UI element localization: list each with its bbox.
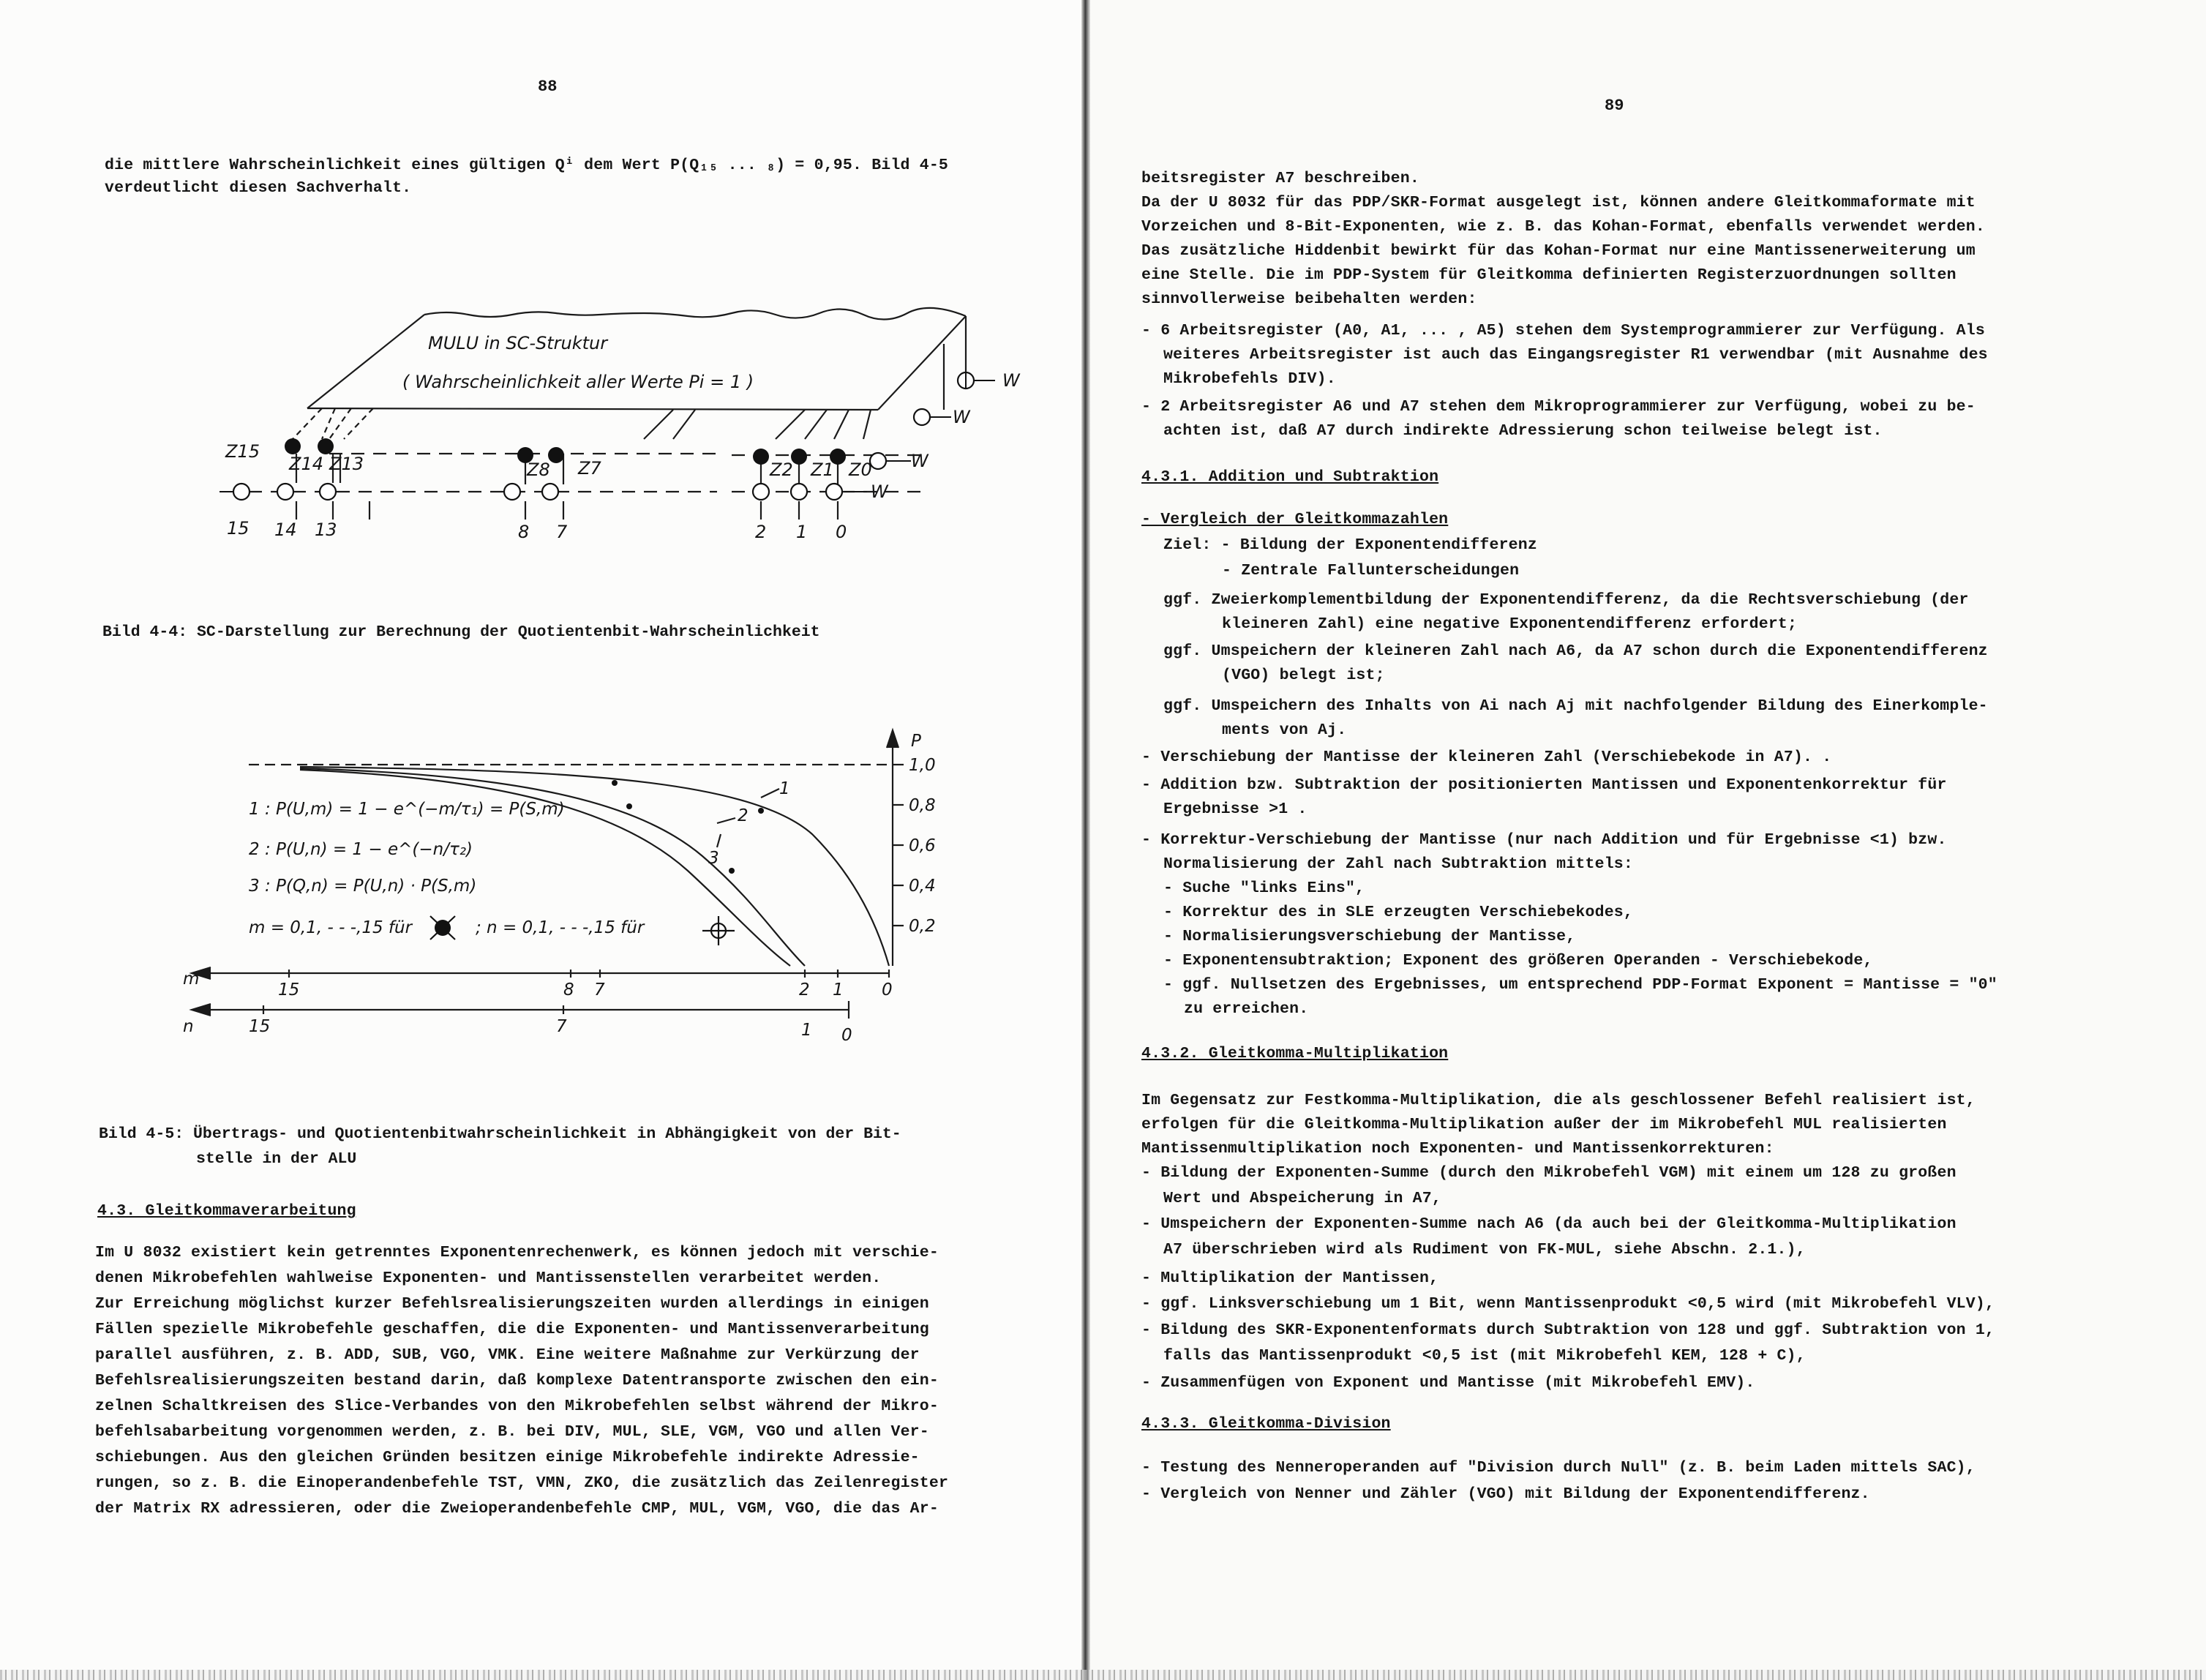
body-line: zelnen Schaltkreisen des Slice-Verbandes von den Mikrobefehlen selbst während der Mikro- <box>95 1398 939 1415</box>
body-line: ggf. Umspeichern der kleineren Zahl nach A6, da A7 schon durch die Exponentendifferenz <box>1163 642 1988 660</box>
n-tick: 7 <box>556 1017 567 1036</box>
body-line: - Multiplikation der Mantissen, <box>1141 1270 1439 1287</box>
body-line: Fällen spezielle Mikrobefehle geschaffen, die die Exponenten- und Mantissenverarbeitung <box>95 1321 929 1338</box>
body-line: schiebungen. Aus den gleichen Gründen besitzen einige Mikrobefehle indirekte Adressie- <box>95 1449 920 1466</box>
body-line: - Bildung des SKR-Exponentenformats durch Subtraktion von 128 und ggf. Subtraktion von 1, <box>1141 1321 1995 1339</box>
body-line: - Korrektur-Verschiebung der Mantisse (nur nach Addition und für Ergebnisse <1) bzw. <box>1141 831 1947 849</box>
z-label: Z13 <box>329 454 364 474</box>
body-line: parallel ausführen, z. B. ADD, SUB, VGO, VMK. Eine weitere Maßnahme zur Verkürzung der <box>95 1346 920 1364</box>
body-line: weiteres Arbeitsregister ist auch das Eingangsregister R1 verwendbar (mit Ausnahme des <box>1163 346 1988 364</box>
body-line: Vorzeichen und 8-Bit-Exponenten, wie z. B. das Kohan-Format, ebenfalls verwendet werden. <box>1141 218 1985 236</box>
plane-title: MULU in SC-Struktur <box>428 333 608 353</box>
bit-label: 13 <box>315 520 337 540</box>
m-axis-label: m <box>183 970 200 989</box>
section-heading: 4.3. Gleitkommaverarbeitung <box>97 1202 356 1220</box>
right-page <box>1090 0 2206 1680</box>
m-tick: 15 <box>278 980 300 1000</box>
z-label: Z14 <box>289 454 323 474</box>
curve-label: 1 <box>779 779 790 798</box>
body-line: beitsregister A7 beschreiben. <box>1141 170 1419 187</box>
n-tick: 15 <box>249 1017 271 1036</box>
body-line: achten ist, daß A7 durch indirekte Adressierung schon teilweise belegt ist. <box>1163 422 1883 440</box>
intro-line: verdeutlicht diesen Sachverhalt. <box>105 179 412 197</box>
body-line: - ggf. Nullsetzen des Ergebnisses, um entsprechend PDP-Format Exponent = Mantisse = "0" <box>1163 976 1997 994</box>
body-line: - ggf. Linksverschiebung um 1 Bit, wenn Mantissenprodukt <0,5 wird (mit Mikrobefehl VLV), <box>1141 1295 1995 1313</box>
body-line: - Vergleich der Gleitkommazahlen <box>1141 511 1449 528</box>
legend-m: m = 0,1, - - -,15 für <box>249 918 413 937</box>
body-line: rungen, so z. B. die Einoperandenbefehle TST, VMN, ZKO, die zusätzlich das Zeilenregister <box>95 1474 949 1492</box>
body-line: - Suche "links Eins", <box>1163 880 1365 897</box>
body-line: sinnvollerweise beibehalten werden: <box>1141 290 1477 308</box>
w-label: W <box>953 407 970 427</box>
p-tick: 0,4 <box>909 877 936 896</box>
z-label: Z8 <box>527 460 550 480</box>
m-tick: 0 <box>882 980 893 1000</box>
figure-4-4-caption: Bild 4-4: SC-Darstellung zur Berechnung der Quotientenbit-Wahrscheinlichkeit <box>102 623 820 641</box>
body-line: - Korrektur des in SLE erzeugten Verschiebekodes, <box>1163 904 1634 921</box>
body-line: - Addition bzw. Subtraktion der positionierten Mantissen und Exponentenkorrektur für <box>1141 776 1947 794</box>
p-tick: 0,8 <box>909 796 936 815</box>
body-line: - Normalisierungsverschiebung der Mantisse, <box>1163 928 1576 945</box>
body-line: - Verschiebung der Mantisse der kleineren Zahl (Verschiebekode in A7). . <box>1141 749 1832 766</box>
body-line: Wert und Abspeicherung in A7, <box>1163 1190 1441 1207</box>
z-label: Z0 <box>849 460 872 480</box>
body-line: - Zusammenfügen von Exponent und Mantisse (mit Mikrobefehl EMV). <box>1141 1374 1755 1392</box>
m-tick: 2 <box>799 980 810 1000</box>
section-heading: 4.3.3. Gleitkomma-Division <box>1141 1415 1391 1433</box>
body-line: befehlsabarbeitung vorgenommen werden, z. B. bei DIV, MUL, SLE, VGM, VGO und allen Ver- <box>95 1423 929 1441</box>
body-line: ments von Aj. <box>1222 721 1347 739</box>
m-tick: 7 <box>594 980 605 1000</box>
formula-3: 3 : P(Q,n) = P(U,n) · P(S,m) <box>249 877 477 896</box>
body-line: zu erreichen. <box>1184 1000 1309 1018</box>
body-line: Da der U 8032 für das PDP/SKR-Format ausgelegt ist, können andere Gleitkommaformate mit <box>1141 194 1976 211</box>
bit-label: 7 <box>556 522 568 542</box>
n-axis-label: n <box>183 1017 194 1036</box>
page-number: 88 <box>538 78 558 96</box>
body-line: Befehlsrealisierungszeiten bestand darin, daß komplexe Datentransporte zwischen den ein- <box>95 1372 939 1390</box>
p-tick: 0,6 <box>909 836 936 855</box>
z-label: Z7 <box>578 458 601 479</box>
legend-n: ; n = 0,1, - - -,15 für <box>476 918 645 937</box>
body-line: Mantissenmultiplikation noch Exponenten- und Mantissenkorrekturen: <box>1141 1140 1774 1158</box>
figure-4-5-probability-chart <box>176 724 980 1054</box>
body-line: - Zentrale Fallunterscheidungen <box>1222 562 1520 580</box>
section-heading: 4.3.1. Addition und Subtraktion <box>1141 468 1439 486</box>
plane-subtitle: ( Wahrscheinlichkeit aller Werte Pi = 1 ) <box>402 372 754 392</box>
body-line: Im Gegensatz zur Festkomma-Multiplikation, die als geschlossener Befehl realisiert ist, <box>1141 1092 1976 1109</box>
body-line: - 2 Arbeitsregister A6 und A7 stehen dem Mikroprogrammierer zur Verfügung, wobei zu be- <box>1141 398 1976 416</box>
w-label: W <box>911 451 928 471</box>
body-line: - Vergleich von Nenner und Zähler (VGO) mit Bildung der Exponentendifferenz. <box>1141 1485 1870 1503</box>
body-line: Das zusätzliche Hiddenbit bewirkt für das Kohan-Format nur eine Mantissenerweiterung um <box>1141 242 1976 260</box>
curve-label: 2 <box>738 806 749 825</box>
w-label: W <box>871 481 888 502</box>
bit-label: 15 <box>227 518 250 539</box>
figure-4-5-caption-line: stelle in der ALU <box>196 1150 357 1168</box>
bit-label: 14 <box>274 520 297 540</box>
body-line: Zur Erreichung möglichst kurzer Befehlsrealisierungszeiten wurden allerdings in einigen <box>95 1295 929 1313</box>
p-tick: 1,0 <box>909 756 936 775</box>
figure-4-4-sc-diagram <box>205 300 1032 563</box>
body-line: Ergebnisse >1 . <box>1163 800 1308 818</box>
bit-label: 1 <box>796 522 808 542</box>
body-line: - Umspeichern der Exponenten-Summe nach A6 (da auch bei der Gleitkomma-Multiplikation <box>1141 1215 1956 1233</box>
body-line: der Matrix RX adressieren, oder die Zweioperandenbefehle CMP, MUL, VGM, VGO, die das Ar- <box>95 1500 939 1518</box>
body-line: - Testung des Nenneroperanden auf "Division durch Null" (z. B. beim Laden mittels SAC), <box>1141 1459 1976 1477</box>
bit-label: 2 <box>755 522 767 542</box>
body-line: ggf. Umspeichern des Inhalts von Ai nach Aj mit nachfolgender Bildung des Einerkomple- <box>1163 697 1988 715</box>
body-line: - Exponentensubtraktion; Exponent des größeren Operanden - Verschiebekode, <box>1163 952 1873 970</box>
z-label: Z1 <box>811 460 834 480</box>
formula-2: 2 : P(U,n) = 1 − e^(−n/τ₂) <box>249 840 473 859</box>
section-heading: 4.3.2. Gleitkomma-Multiplikation <box>1141 1045 1449 1062</box>
body-line: Normalisierung der Zahl nach Subtraktion mittels: <box>1163 855 1634 873</box>
body-line: - 6 Arbeitsregister (A0, A1, ... , A5) stehen dem Systemprogrammierer zur Verfügung. Als <box>1141 322 1985 340</box>
body-line: A7 überschrieben wird als Rudiment von FK-MUL, siehe Abschn. 2.1.), <box>1163 1241 1806 1259</box>
p-axis-label: P <box>911 732 921 751</box>
body-line: Mikrobefehls DIV). <box>1163 370 1336 388</box>
scan-edge-noise <box>0 1670 2206 1680</box>
bit-label: 8 <box>518 522 530 542</box>
body-line: erfolgen für die Gleitkomma-Multiplikation außer der im Mikrobefehl MUL realisierten <box>1141 1116 1947 1133</box>
m-tick: 8 <box>563 980 574 1000</box>
book-gutter <box>1081 0 1090 1680</box>
page-number: 89 <box>1605 97 1624 115</box>
m-tick: 1 <box>833 980 844 1000</box>
body-line: kleineren Zahl) eine negative Exponentendifferenz erfordert; <box>1222 615 1798 633</box>
figure-4-5-caption-line: Bild 4-5: Übertrags- und Quotientenbitwahrscheinlichkeit in Abhängigkeit von der Bit- <box>99 1125 901 1143</box>
body-line: falls das Mantissenprodukt <0,5 ist (mit Mikrobefehl KEM, 128 + C), <box>1163 1347 1806 1365</box>
body-line: (VGO) belegt ist; <box>1222 667 1385 684</box>
formula-1: 1 : P(U,m) = 1 − e^(−m/τ₁) = P(S,m) <box>249 800 565 819</box>
intro-line: die mittlere Wahrscheinlichkeit eines gültigen Qⁱ dem Wert P(Q₁₅ ... ₈) = 0,95. Bild 4-5 <box>105 157 949 174</box>
n-tick: 1 <box>801 1021 812 1040</box>
curve-label: 3 <box>708 849 719 868</box>
body-line: ggf. Zweierkomplementbildung der Exponentendifferenz, da die Rechtsverschiebung (der <box>1163 591 1969 609</box>
body-line: Ziel: - Bildung der Exponentendifferenz <box>1163 536 1537 554</box>
bit-label: 0 <box>836 522 847 542</box>
body-line: - Bildung der Exponenten-Summe (durch den Mikrobefehl VGM) mit einem um 128 zu großen <box>1141 1164 1956 1182</box>
body-line: Im U 8032 existiert kein getrenntes Exponentenrechenwerk, es können jedoch mit verschie- <box>95 1244 939 1261</box>
p-tick: 0,2 <box>909 917 936 936</box>
z-label: Z2 <box>770 460 793 480</box>
body-line: eine Stelle. Die im PDP-System für Gleitkomma definierten Registerzuordnungen sollten <box>1141 266 1956 284</box>
body-line: denen Mikrobefehlen wahlweise Exponenten- und Mantissenstellen verarbeitet werden. <box>95 1270 882 1287</box>
n-tick: 0 <box>841 1026 852 1045</box>
z-label: Z15 <box>225 441 260 462</box>
w-label: W <box>1002 370 1020 391</box>
left-page <box>0 0 1081 1680</box>
